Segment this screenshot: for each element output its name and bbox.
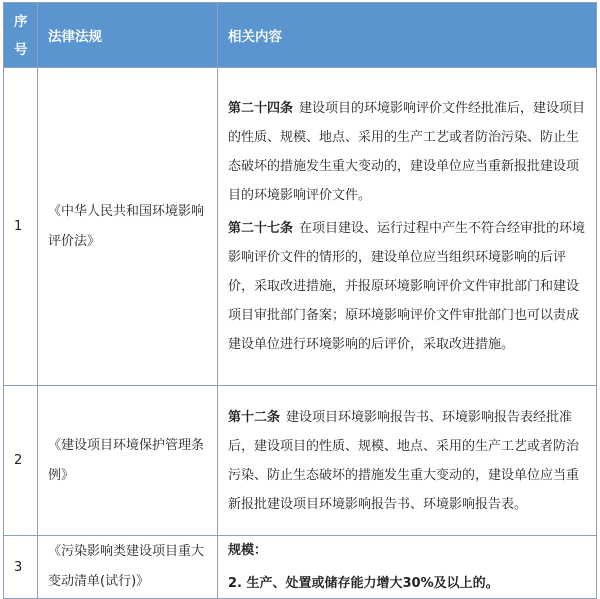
- article-title: 第二十四条: [228, 101, 294, 116]
- row-num: 1: [4, 68, 38, 386]
- article-paragraph: [228, 569, 586, 598]
- article-title: 规模：: [228, 543, 268, 558]
- table-row: [4, 68, 597, 386]
- article-text: 建设项目的环境影响评价文件经批准后，建设项目的性质、规模、地点、采用的生产工艺或者防治污染、防止生态破坏的措施发生重大变动的，建设单位应当重新报批建设项目的环境影响评价文件。: [228, 101, 586, 203]
- article-paragraph: [228, 536, 586, 565]
- article-text: 在项目建设、运行过程中产生不符合经审批的环境影响评价文件的情形的，建设单位应当组织环境影响的后评价，采取改进措施，并报原环境影响评价文件审批部门和建设项目审批部门备案；原环境影响评价文件审批部门也可以责成建设单位进行环境影响的后评价，采取改进措施。: [228, 221, 586, 352]
- header-law: 法律法规: [38, 3, 218, 68]
- row-content: [218, 536, 597, 599]
- row-num: 3: [4, 536, 38, 599]
- article-text: 建设项目环境影响报告书、环境影响报告表经批准后，建设项目的性质、规模、地点、采用的生产工艺或者防治污染、防止生态破坏的措施发生重大变动的，建设单位应当重新报批建设项目环境影响报告书、环境影响报告表。: [228, 409, 580, 512]
- row-content: [218, 68, 597, 386]
- row-law: 《中华人民共和国环境影响评价法》: [38, 68, 218, 386]
- row-law: 《污染影响类建设项目重大变动清单(试行)》: [38, 536, 218, 599]
- article-paragraph: [228, 403, 586, 519]
- article-title: 第十二条: [228, 409, 281, 425]
- table-row: [4, 536, 597, 599]
- table-header-row: [4, 3, 597, 68]
- article-title: 2. 生产、处置或储存能力增大30%及以上的。: [228, 576, 499, 591]
- laws-table: [3, 2, 597, 599]
- article-title: 第二十七条: [228, 221, 294, 236]
- row-content: [218, 386, 597, 536]
- table-row: [4, 386, 597, 536]
- header-num: 序号: [4, 3, 38, 68]
- article-paragraph: [228, 214, 586, 359]
- row-num: 2: [4, 386, 38, 536]
- article-paragraph: [228, 94, 586, 210]
- row-law: 《建设项目环境保护管理条例》: [38, 386, 218, 536]
- header-content: 相关内容: [218, 3, 597, 68]
